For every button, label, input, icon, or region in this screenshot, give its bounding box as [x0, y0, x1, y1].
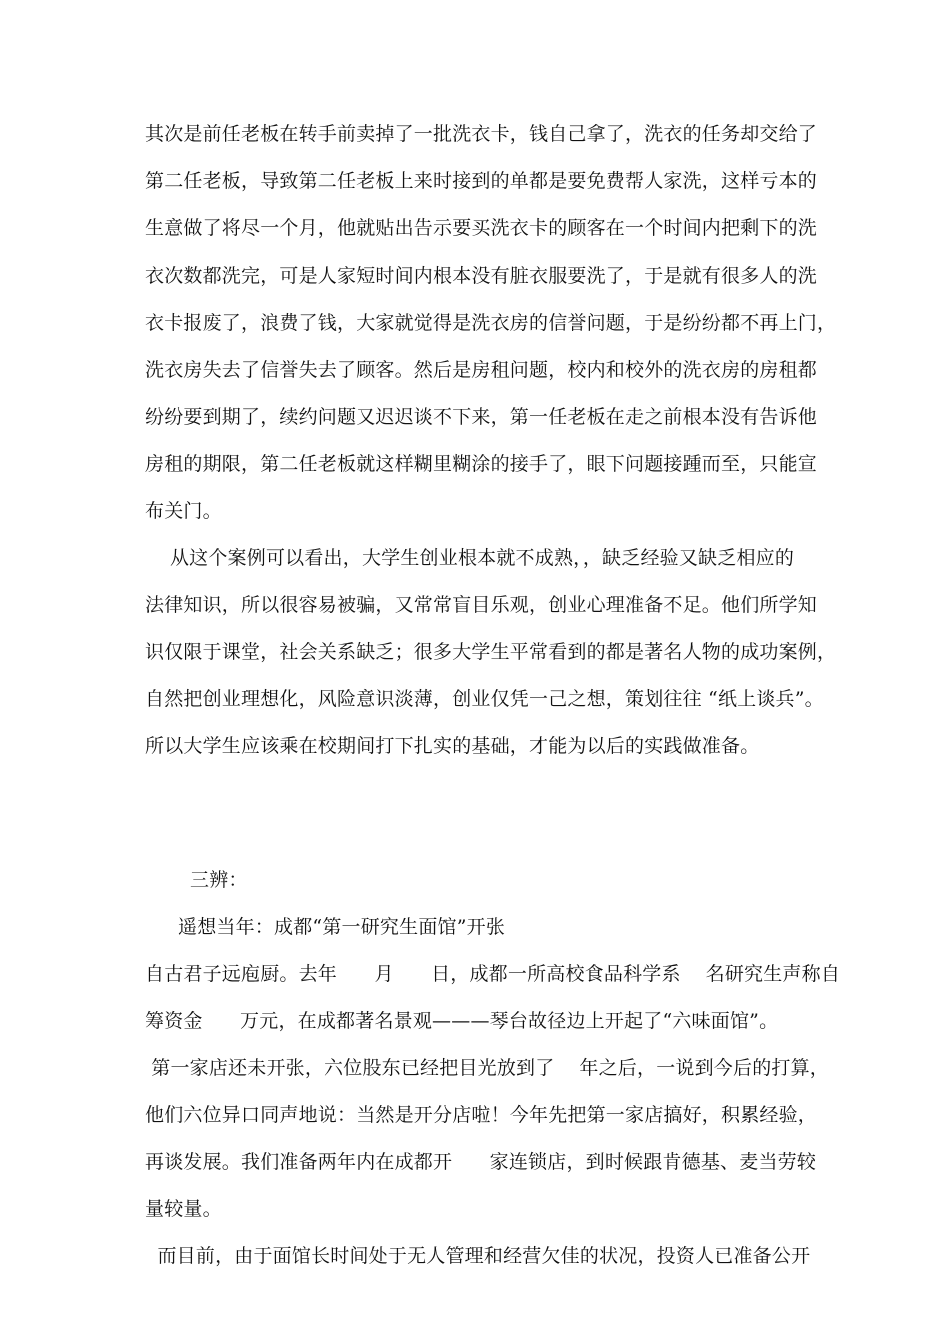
text-line: 再谈发展。我们准备两年内在成都开 家连锁店，到时候跟肯德基、麦当劳较: [145, 1151, 817, 1173]
text-line: 第一家店还未开张，六位股东已经把目光放到了 年之后，一说到今后的打算，: [145, 1057, 829, 1079]
text-line: 自然把创业理想化，风险意识淡薄，创业仅凭一己之想，策划往往 “纸上谈兵”。: [145, 688, 824, 710]
text-line: 而目前，由于面馆长时间处于无人管理和经营欠佳的状况，投资人已准备公开: [145, 1245, 811, 1267]
text-line: 衣卡报废了，浪费了钱，大家就觉得是洗衣房的信誉问题，于是纷纷都不再上门，: [145, 312, 837, 334]
text-line: 从这个案例可以看出，大学生创业根本就不成熟，，缺乏经验又缺乏相应的: [145, 547, 795, 569]
text-line: 洗衣房失去了信誉失去了顾客。然后是房租问题，校内和校外的洗衣房的房租都: [145, 359, 818, 381]
text-line: 房租的期限，第二任老板就这样糊里糊涂的接手了，眼下问题接踵而至，只能宣: [145, 453, 818, 475]
section-heading: 三辨：: [190, 869, 248, 891]
text-line: 法律知识，所以很容易被骗，又常常盲目乐观，创业心理准备不足。他们所学知: [145, 594, 818, 616]
text-line: 其次是前任老板在转手前卖掉了一批洗衣卡，钱自己拿了，洗衣的任务却交给了: [145, 123, 818, 145]
text-line: 第二任老板，导致第二任老板上来时接到的单都是要免费帮人家洗，这样亏本的: [145, 170, 818, 192]
text-line: 纷纷要到期了，续约问题又迟迟谈不下来，第一任老板在走之前根本没有告诉他: [145, 406, 818, 428]
text-line: 自古君子远庖厨。去年 月 日，成都一所高校食品科学系 名研究生声称自: [145, 963, 841, 985]
text-line: 衣次数都洗完，可是人家短时间内根本没有脏衣服要洗了，于是就有很多人的洗: [145, 265, 818, 287]
text-line: 识仅限于课堂，社会关系缺乏；很多大学生平常看到的都是著名人物的成功案例，: [145, 641, 837, 663]
subheading: 遥想当年：成都“第一研究生面馆”开张: [178, 916, 506, 938]
text-line: 筹资金 万元，在成都著名景观———琴台故径边上开起了“六味面馆”。: [145, 1010, 779, 1032]
text-line: 他们六位异口同声地说：当然是开分店啦！今年先把第一家店搞好，积累经验，: [145, 1104, 818, 1126]
text-line: 量较量。: [145, 1198, 222, 1220]
text-line: 布关门。: [145, 500, 222, 522]
text-line: 生意做了将尽一个月，他就贴出告示要买洗衣卡的顾客在一个时间内把剩下的洗: [145, 217, 818, 239]
text-line: 所以大学生应该乘在校期间打下扎实的基础，才能为以后的实践做准备。: [145, 735, 760, 757]
